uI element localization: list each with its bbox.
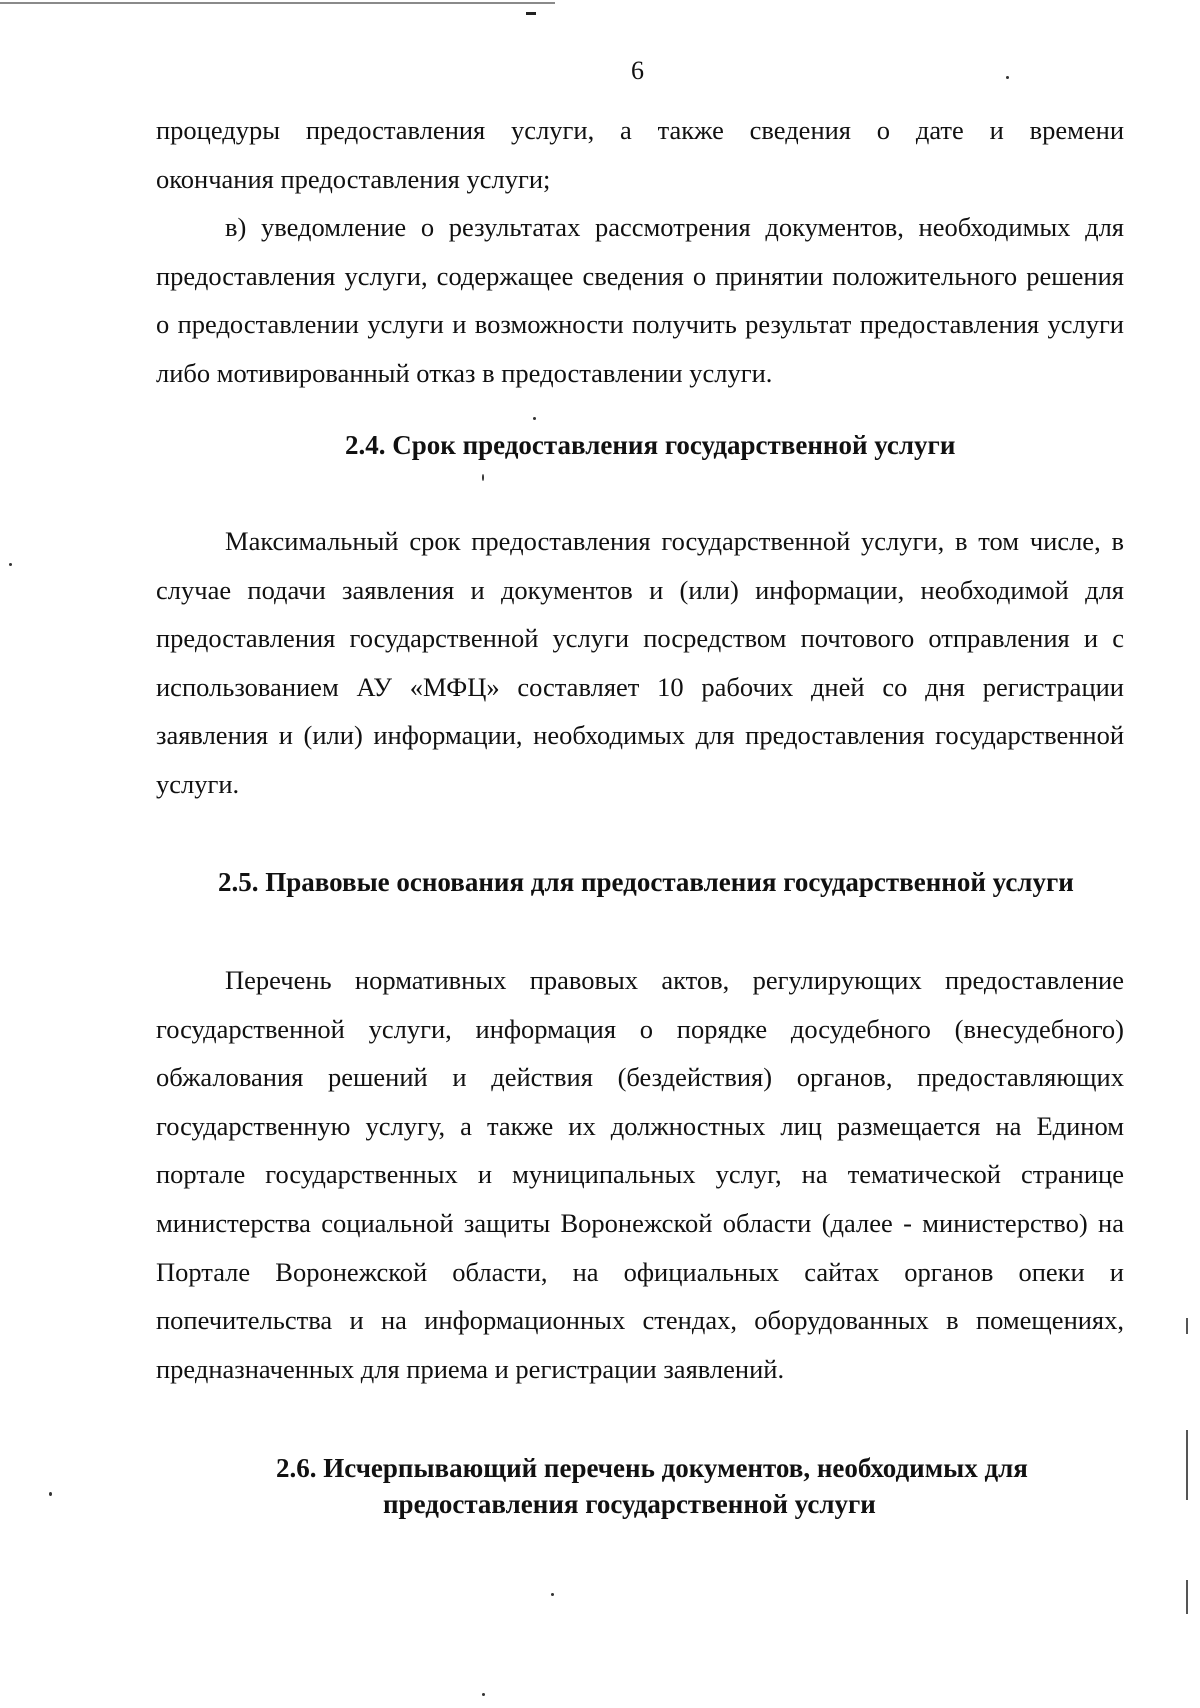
section-2-5-body: [156, 956, 1124, 1393]
scan-edge-mark: [1186, 1318, 1188, 1334]
continuation-line-1: процедуры предоставления услуги, а также сведения о дате и времени: [156, 115, 1124, 145]
section-2-5-body-text: Перечень нормативных правовых актов, регулирующих предоставление государственной услуги, информация о порядке досудебного (внесудебного) обжалования решений и действия (бездействия) органов, предоставляющих государственную услугу, а также их должностных лиц размещается на Едином портале государственных и муниципальных услуг, на тематической странице министерства социальной защиты Воронежской области (далее - министерство) на Портале Воронежской области, на официальных сайтах органов опеки и попечительства и на информационных стендах, оборудованных в помещениях, предназначенных для приема и регистрации заявлений.: [156, 965, 1124, 1384]
section-2-6-heading-line-2: предоставления государственной услуги: [383, 1489, 876, 1519]
section-2-4-heading: 2.4. Срок предоставления государственной услуги: [345, 430, 956, 460]
page-number: 6: [631, 56, 644, 85]
continuation-paragraph: [156, 106, 1124, 203]
scan-artifact-mark: [526, 12, 536, 15]
scan-speck: [551, 1593, 554, 1596]
scan-speck: [482, 474, 484, 481]
scan-edge-mark: [1186, 1430, 1188, 1500]
continuation-line-2: окончания предоставления услуги;: [156, 163, 551, 194]
section-2-5-heading: 2.5. Правовые основания для предоставления государственной услуги: [218, 867, 1074, 897]
scan-speck: [482, 1693, 485, 1696]
scan-speck: [1006, 76, 1009, 79]
paragraph-v: [156, 203, 1124, 397]
scan-speck: [533, 417, 536, 420]
section-2-4-body: [156, 517, 1124, 808]
paragraph-v-text: в) уведомление о результатах рассмотрения документов, необходимых для предоставления услуги, содержащее сведения о принятии положительного решения о предоставлении услуги и возможности получить результат предоставления услуги либо мотивированный отказ в предоставлении услуги.: [156, 212, 1124, 388]
scan-speck: [49, 1492, 52, 1496]
scan-speck: [9, 563, 12, 566]
scan-edge-line: [0, 2, 555, 4]
section-2-6-heading-line-1: 2.6. Исчерпывающий перечень документов, необходимых для: [276, 1453, 1028, 1483]
section-2-4-body-text: Максимальный срок предоставления государственной услуги, в том числе, в случае подачи заявления и документов и (или) информации, необходимой для предоставления государственной услуги посредством почтового отправления и с использованием АУ «МФЦ» составляет 10 рабочих дней со дня регистрации заявления и (или) информации, необходимых для предоставления государственной услуги.: [156, 526, 1124, 799]
scan-edge-mark: [1186, 1580, 1188, 1614]
